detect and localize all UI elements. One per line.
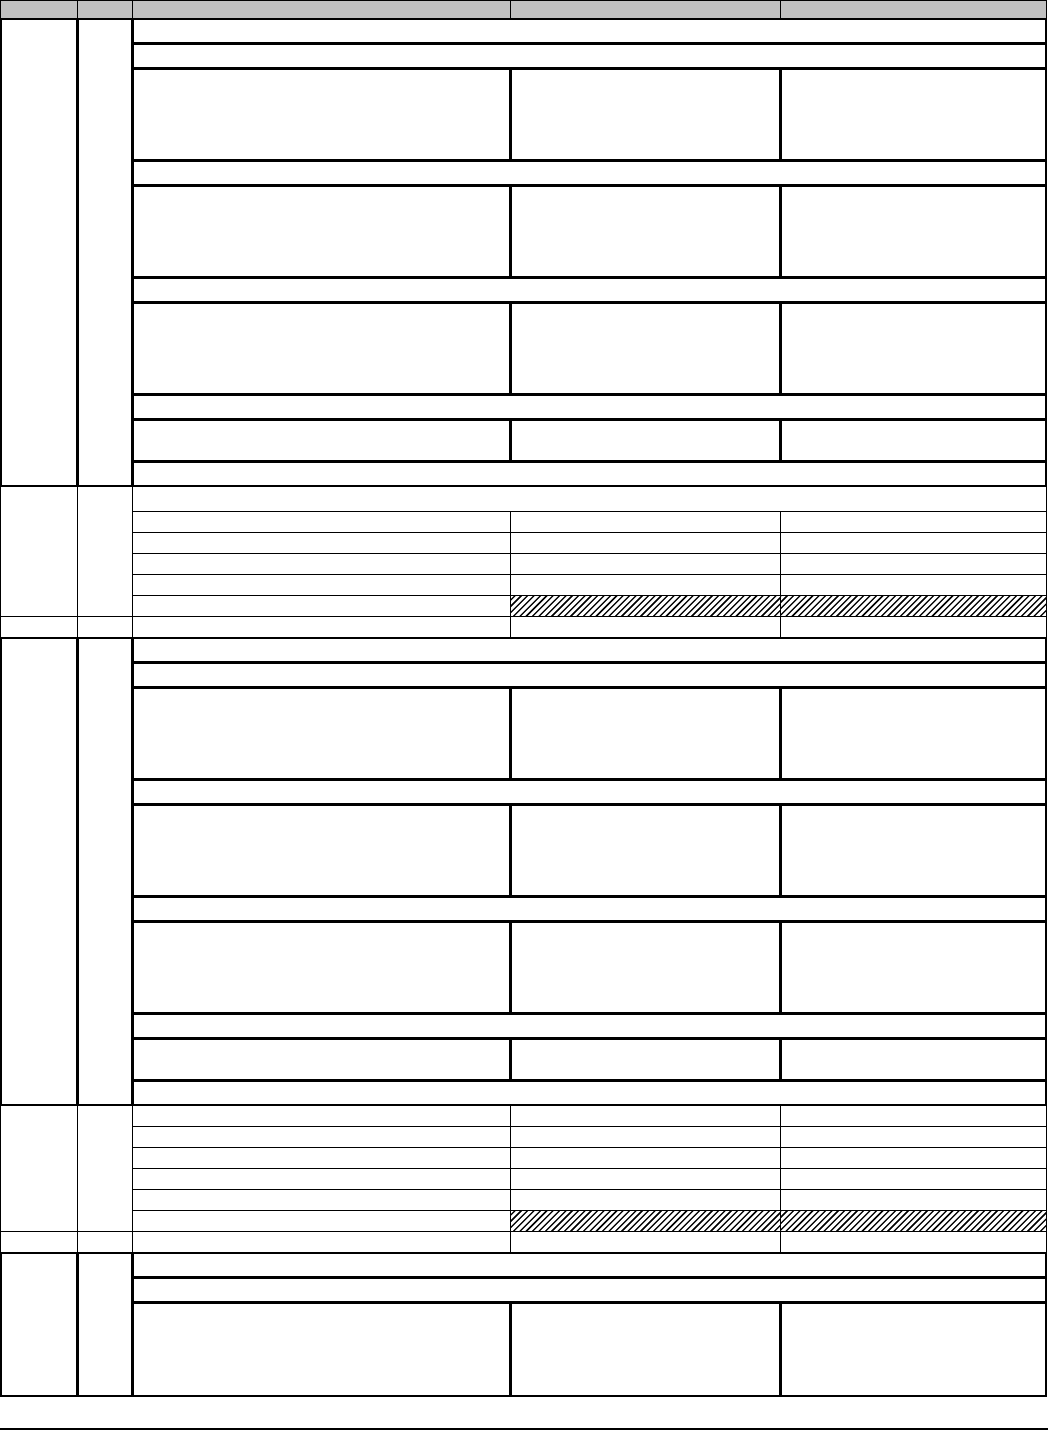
row-value bbox=[510, 532, 781, 554]
row-value bbox=[510, 68, 781, 161]
row-value bbox=[780, 553, 1047, 575]
row-description bbox=[132, 574, 511, 596]
section-row bbox=[132, 637, 1047, 663]
row-value bbox=[510, 574, 781, 596]
row-value bbox=[510, 1231, 781, 1253]
row-description bbox=[132, 553, 511, 575]
row-value bbox=[510, 1189, 781, 1211]
row-value bbox=[780, 687, 1047, 780]
row-group-label bbox=[0, 1105, 78, 1232]
row-value bbox=[780, 1168, 1047, 1190]
row-description bbox=[132, 1126, 511, 1148]
row-group-label bbox=[0, 18, 78, 487]
hatched-cell bbox=[510, 1210, 781, 1232]
row-description bbox=[132, 1038, 511, 1081]
row-description bbox=[132, 1105, 511, 1127]
row-description bbox=[132, 1189, 511, 1211]
row-group-code bbox=[77, 486, 133, 617]
section-row bbox=[132, 461, 1047, 487]
row-description bbox=[132, 185, 511, 278]
row-description bbox=[132, 1231, 511, 1253]
row-value bbox=[780, 574, 1047, 596]
row-group-label bbox=[0, 1231, 78, 1253]
row-description bbox=[132, 511, 511, 533]
row-value bbox=[510, 1126, 781, 1148]
row-value bbox=[780, 1038, 1047, 1081]
row-group-code bbox=[77, 1252, 133, 1397]
row-group-code bbox=[77, 18, 133, 487]
row-value bbox=[780, 419, 1047, 462]
row-value bbox=[510, 185, 781, 278]
row-value bbox=[780, 511, 1047, 533]
section-row bbox=[132, 1013, 1047, 1039]
row-value bbox=[510, 511, 781, 533]
section-row bbox=[132, 1252, 1047, 1278]
row-group-code bbox=[77, 1105, 133, 1232]
row-group-code bbox=[77, 637, 133, 1106]
row-group-label bbox=[0, 616, 78, 638]
row-value bbox=[780, 921, 1047, 1014]
row-description bbox=[132, 302, 511, 395]
row-value bbox=[510, 1038, 781, 1081]
row-value bbox=[510, 553, 781, 575]
section-row bbox=[132, 277, 1047, 303]
section-row bbox=[132, 43, 1047, 69]
row-description bbox=[132, 1168, 511, 1190]
hatched-cell bbox=[780, 595, 1047, 617]
row-value bbox=[780, 1231, 1047, 1253]
column-header-c3 bbox=[132, 0, 511, 19]
row-description bbox=[132, 1302, 511, 1397]
row-group-label bbox=[0, 486, 78, 617]
row-value bbox=[780, 1147, 1047, 1169]
row-value bbox=[510, 921, 781, 1014]
section-row bbox=[132, 486, 1047, 512]
row-value bbox=[780, 616, 1047, 638]
section-row bbox=[132, 779, 1047, 805]
row-value bbox=[510, 1302, 781, 1397]
row-description bbox=[132, 419, 511, 462]
row-group-label bbox=[0, 637, 78, 1106]
row-value bbox=[780, 804, 1047, 897]
column-header-c5 bbox=[780, 0, 1047, 19]
hatched-cell bbox=[510, 595, 781, 617]
column-header-c1 bbox=[0, 0, 78, 19]
section-row bbox=[132, 160, 1047, 186]
row-value bbox=[510, 302, 781, 395]
row-value bbox=[780, 1189, 1047, 1211]
row-value bbox=[780, 1105, 1047, 1127]
section-row bbox=[132, 394, 1047, 420]
section-row bbox=[132, 1080, 1047, 1106]
row-value bbox=[510, 1168, 781, 1190]
section-row bbox=[132, 662, 1047, 688]
row-description bbox=[132, 921, 511, 1014]
hatched-cell bbox=[780, 1210, 1047, 1232]
row-description bbox=[132, 687, 511, 780]
section-row bbox=[132, 18, 1047, 44]
row-group-label bbox=[0, 1252, 78, 1397]
row-value bbox=[780, 1302, 1047, 1397]
row-value bbox=[780, 1126, 1047, 1148]
footer-rule bbox=[0, 1428, 1048, 1430]
row-description bbox=[132, 616, 511, 638]
column-header-c4 bbox=[510, 0, 781, 19]
row-value bbox=[510, 1147, 781, 1169]
row-description bbox=[132, 804, 511, 897]
row-value bbox=[780, 68, 1047, 161]
row-value bbox=[510, 1105, 781, 1127]
row-group-code bbox=[77, 1231, 133, 1253]
row-value bbox=[510, 687, 781, 780]
row-value bbox=[780, 532, 1047, 554]
row-description bbox=[132, 532, 511, 554]
row-description bbox=[132, 68, 511, 161]
row-description bbox=[132, 595, 511, 617]
row-value bbox=[780, 185, 1047, 278]
section-row bbox=[132, 896, 1047, 922]
column-header-c2 bbox=[77, 0, 133, 19]
row-value bbox=[780, 302, 1047, 395]
section-row bbox=[132, 1277, 1047, 1303]
row-value bbox=[510, 419, 781, 462]
row-value bbox=[510, 804, 781, 897]
row-value bbox=[510, 616, 781, 638]
row-description bbox=[132, 1147, 511, 1169]
row-group-code bbox=[77, 616, 133, 638]
row-description bbox=[132, 1210, 511, 1232]
